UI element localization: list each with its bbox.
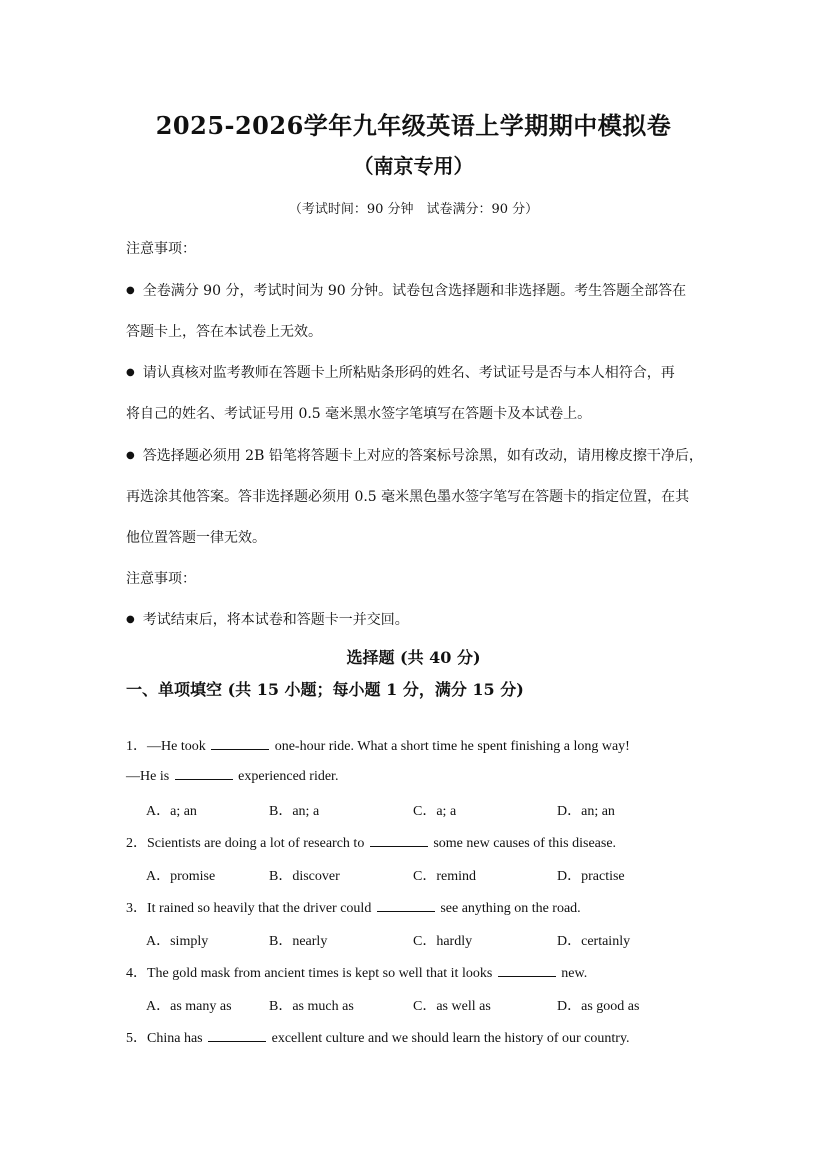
answer-blank xyxy=(498,964,556,977)
option-a: A．promise xyxy=(146,869,216,884)
question-2 xyxy=(126,832,616,852)
option-d: D．certainly xyxy=(557,934,631,949)
option-c: C．remind xyxy=(413,869,476,884)
option-a: A．simply xyxy=(146,934,209,949)
question-text: —He took xyxy=(147,739,206,754)
question-3 xyxy=(126,897,581,917)
question-text: China has xyxy=(147,1031,203,1046)
answer-blank xyxy=(175,767,233,780)
question-1 xyxy=(126,735,630,755)
question-text: —He is xyxy=(126,769,170,784)
option-d: D．practise xyxy=(557,869,625,884)
question-text: The gold mask from ancient times is kept so well that it looks xyxy=(147,966,493,981)
exam-subtitle: （南京专用） xyxy=(353,154,474,178)
question-text: excellent culture and we should learn the history of our country. xyxy=(271,1031,630,1046)
question-4 xyxy=(126,962,587,982)
question-text: experienced rider. xyxy=(238,769,339,784)
option-a: A．as many as xyxy=(146,999,232,1014)
answer-blank xyxy=(377,899,435,912)
option-b: B．nearly xyxy=(269,934,328,949)
question-text: one-hour ride. What a short time he spent finishing a long way! xyxy=(274,739,630,754)
part-title: 一、单项填空 (共 15 小题；每小题 1 分，满分 15 分) xyxy=(126,680,524,699)
question-number: 1． xyxy=(126,739,147,754)
option-c: C．as well as xyxy=(413,999,491,1014)
exam-meta: （考试时间：90 分钟 试卷满分：90 分） xyxy=(288,202,539,217)
notice-heading: 注意事项： xyxy=(126,241,196,257)
question-number: 3． xyxy=(126,901,147,916)
notice-item-4: ● 考试结束后，将本试卷和答题卡一并交回。 xyxy=(126,609,409,629)
question-text: Scientists are doing a lot of research to xyxy=(147,836,365,851)
question-number: 4． xyxy=(126,966,147,981)
notice-heading-2: 注意事项： xyxy=(126,571,196,587)
answer-blank xyxy=(370,834,428,847)
question-5 xyxy=(126,1027,630,1047)
answer-blank xyxy=(211,737,269,750)
notice-item-3-line-2: 再选涂其他答案。答非选择题必须用 0.5 毫米黑色墨水签字笔写在答题卡的指定位置，在其 xyxy=(126,489,690,505)
option-c: C．hardly xyxy=(413,934,473,949)
notice-item-2-line-1: ● 请认真核对监考教师在答题卡上所粘贴条形码的姓名、考试证号是否与本人相符合，再 xyxy=(126,362,675,382)
option-b: B．an; a xyxy=(269,804,320,819)
notice-item-1-line-1: ● 全卷满分 90 分，考试时间为 90 分钟。试卷包含选择题和非选择题。考生答题全部答在 xyxy=(126,280,686,300)
exam-title: 2025-2026学年九年级英语上学期期中模拟卷 xyxy=(155,111,672,140)
option-d: D．as good as xyxy=(557,999,640,1014)
option-a: A．a; an xyxy=(146,804,197,819)
notice-item-3-line-3: 他位置答题一律无效。 xyxy=(126,530,266,546)
question-text: It rained so heavily that the driver could xyxy=(147,901,372,916)
question-text: some new causes of this disease. xyxy=(433,836,617,851)
question-number: 5． xyxy=(126,1031,147,1046)
answer-blank xyxy=(208,1029,266,1042)
option-b: B．as much as xyxy=(269,999,354,1014)
notice-item-1-line-2: 答题卡上，答在本试卷上无效。 xyxy=(126,324,322,340)
question-text: see anything on the road. xyxy=(440,901,581,916)
option-c: C．a; a xyxy=(413,804,457,819)
question-text: new. xyxy=(561,966,588,981)
section-title: 选择题 (共 40 分) xyxy=(346,648,481,667)
question-number: 2． xyxy=(126,836,147,851)
option-b: B．discover xyxy=(269,869,340,884)
notice-item-3-line-1: ● 答选择题必须用 2B 铅笔将答题卡上对应的答案标号涂黑，如有改动，请用橡皮擦干净后， xyxy=(126,445,703,465)
option-d: D．an; an xyxy=(557,804,615,819)
question-1-line-2 xyxy=(126,767,338,785)
notice-item-2-line-2: 将自己的姓名、考试证号用 0.5 毫米黑水签字笔填写在答题卡及本试卷上。 xyxy=(126,406,592,422)
